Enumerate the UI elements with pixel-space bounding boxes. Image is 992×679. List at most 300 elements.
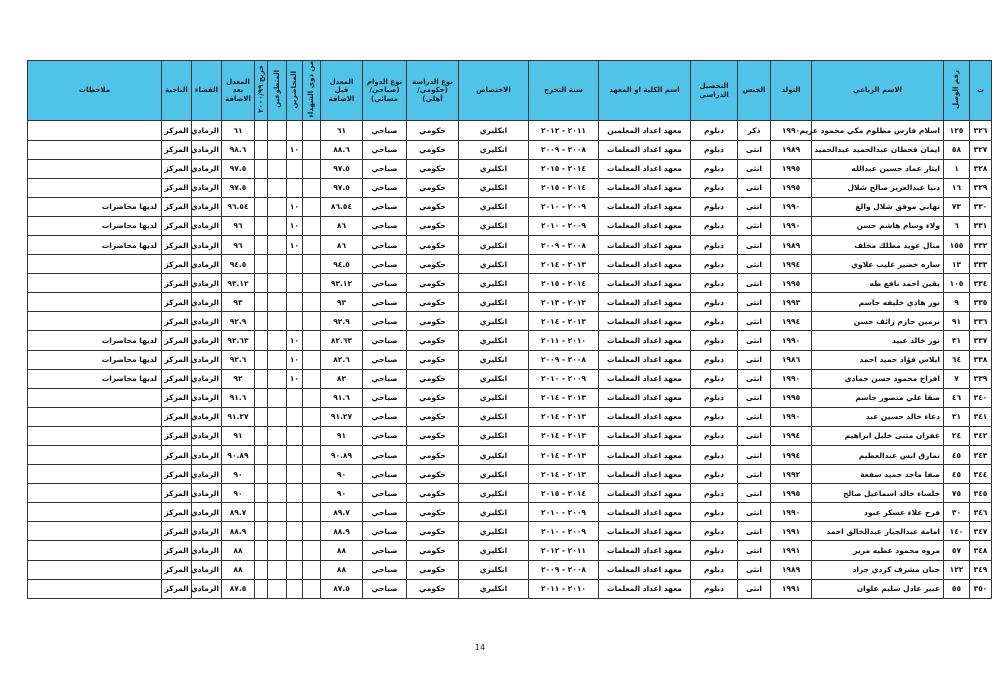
cell-district: الرمادي — [192, 369, 222, 388]
cell-seq: ٣٢٧ — [970, 140, 992, 159]
cell-grad-year: ٢٠١٣ - ٢٠١٤ — [529, 426, 599, 445]
cell-grad-year: ٢٠١٤ - ٢٠١٥ — [529, 159, 599, 178]
header-disability: من ذوي الشهداء — [303, 61, 321, 121]
cell-grad-year: ٢٠٠٩ - ٢٠١٠ — [529, 369, 599, 388]
cell-lecturers: ١٠ — [287, 197, 303, 216]
cell-shift: صباحي — [363, 388, 407, 407]
cell-degree: دبلوم — [691, 331, 738, 350]
cell-study-type: حكومي — [407, 369, 459, 388]
cell-lecturers: ١٠ — [287, 331, 303, 350]
cell-notes — [28, 541, 162, 560]
cell-seq: ٣٤١ — [970, 407, 992, 426]
cell-seq: ٣٤٩ — [970, 560, 992, 579]
cell-stat-no: ٣٠ — [944, 503, 970, 522]
cell-subdistrict: المركز — [162, 159, 192, 178]
cell-shift: صباحي — [363, 255, 407, 274]
cell-subdistrict: المركز — [162, 255, 192, 274]
cell-disability — [303, 426, 321, 445]
cell-specialty: انكليزي — [459, 293, 529, 312]
cell-notes — [28, 579, 162, 598]
cell-grad-year: ٢٠٠٨ - ٢٠٠٩ — [529, 235, 599, 254]
cell-district: الرمادي — [192, 446, 222, 465]
cell-avg-before: ٨٨ — [321, 560, 363, 579]
cell-grad-2000 — [255, 388, 268, 407]
cell-avg-before: ٦١ — [321, 121, 363, 140]
cell-disability — [303, 541, 321, 560]
cell-grad-year: ٢٠١٣ - ٢٠١٤ — [529, 446, 599, 465]
cell-study-type: حكومي — [407, 503, 459, 522]
cell-college: معهد اعداد المعلمات — [599, 541, 691, 560]
cell-birth: ١٩٨٩ — [771, 140, 812, 159]
cell-avg-after: ٩٣ — [222, 293, 255, 312]
header-shift: نوع الدوام (صباحي/ مسائي) — [363, 61, 407, 121]
cell-name: نور خالد عبيد — [812, 331, 944, 350]
cell-birth: ١٩٩٥ — [771, 274, 812, 293]
cell-disability — [303, 140, 321, 159]
cell-disability — [303, 484, 321, 503]
cell-avg-after: ٩٣.١٢ — [222, 274, 255, 293]
cell-grad-2000 — [255, 426, 268, 445]
cell-shift: صباحي — [363, 312, 407, 331]
cell-college: معهد اعداد المعلمات — [599, 579, 691, 598]
cell-volunteers — [268, 331, 287, 350]
cell-study-type: حكومي — [407, 216, 459, 235]
cell-seq: ٣٤٥ — [970, 484, 992, 503]
cell-volunteers — [268, 350, 287, 369]
cell-disability — [303, 522, 321, 541]
cell-district: الرمادي — [192, 465, 222, 484]
cell-notes — [28, 159, 162, 178]
cell-subdistrict: المركز — [162, 178, 192, 197]
table-row — [28, 159, 992, 178]
cell-birth: ١٩٩٥ — [771, 159, 812, 178]
cell-seq: ٣٣٦ — [970, 312, 992, 331]
cell-degree: دبلوم — [691, 255, 738, 274]
table-row — [28, 140, 992, 159]
cell-lecturers — [287, 178, 303, 197]
cell-college: معهد اعداد المعلمات — [599, 465, 691, 484]
table-row — [28, 541, 992, 560]
cell-notes: لديها محاضرات — [28, 216, 162, 235]
cell-seq: ٣٤٤ — [970, 465, 992, 484]
cell-grad-2000 — [255, 312, 268, 331]
cell-birth: ١٩٩١ — [771, 541, 812, 560]
cell-shift: صباحي — [363, 197, 407, 216]
header-stat-no: رقم الوصل — [944, 61, 970, 121]
cell-lecturers: ١٠ — [287, 140, 303, 159]
cell-degree: دبلوم — [691, 369, 738, 388]
cell-district: الرمادي — [192, 388, 222, 407]
cell-subdistrict: المركز — [162, 274, 192, 293]
cell-gender: انثى — [738, 522, 771, 541]
cell-notes — [28, 560, 162, 579]
cell-notes — [28, 255, 162, 274]
cell-volunteers — [268, 503, 287, 522]
cell-degree: دبلوم — [691, 541, 738, 560]
cell-grad-year: ٢٠١٤ - ٢٠١٥ — [529, 484, 599, 503]
cell-avg-after: ٩٦.٥٤ — [222, 197, 255, 216]
cell-notes — [28, 388, 162, 407]
cell-volunteers — [268, 178, 287, 197]
cell-subdistrict: المركز — [162, 331, 192, 350]
cell-grad-year: ٢٠١١ - ٢٠١٢ — [529, 121, 599, 140]
cell-district: الرمادي — [192, 503, 222, 522]
cell-volunteers — [268, 560, 287, 579]
cell-study-type: حكومي — [407, 274, 459, 293]
cell-district: الرمادي — [192, 407, 222, 426]
cell-notes — [28, 312, 162, 331]
cell-name: امامة عبدالجبار عبدالخالق احمد — [812, 522, 944, 541]
cell-degree: دبلوم — [691, 121, 738, 140]
cell-lecturers — [287, 446, 303, 465]
cell-lecturers — [287, 503, 303, 522]
cell-avg-before: ٨٦ — [321, 216, 363, 235]
cell-study-type: حكومي — [407, 541, 459, 560]
table-row — [28, 293, 992, 312]
cell-grad-2000 — [255, 293, 268, 312]
cell-district: الرمادي — [192, 541, 222, 560]
cell-grad-2000 — [255, 350, 268, 369]
table-row — [28, 331, 992, 350]
cell-grad-year: ٢٠٠٨ - ٢٠٠٩ — [529, 140, 599, 159]
cell-grad-2000 — [255, 140, 268, 159]
cell-disability — [303, 312, 321, 331]
cell-disability — [303, 407, 321, 426]
cell-disability — [303, 293, 321, 312]
cell-specialty: انكليزي — [459, 159, 529, 178]
table-row — [28, 350, 992, 369]
cell-grad-2000 — [255, 579, 268, 598]
cell-birth: ١٩٩٠ — [771, 216, 812, 235]
cell-stat-no: ٥٧ — [944, 541, 970, 560]
cell-specialty: انكليزي — [459, 484, 529, 503]
cell-study-type: حكومي — [407, 446, 459, 465]
cell-college: معهد اعداد المعلمات — [599, 522, 691, 541]
cell-lecturers — [287, 541, 303, 560]
cell-district: الرمادي — [192, 522, 222, 541]
cell-disability — [303, 503, 321, 522]
cell-subdistrict: المركز — [162, 216, 192, 235]
cell-study-type: حكومي — [407, 197, 459, 216]
cell-grad-year: ٢٠١٤ - ٢٠١٥ — [529, 274, 599, 293]
table-row — [28, 560, 992, 579]
header-volunteers: المتطوعين — [268, 61, 287, 121]
cell-name: تمارق انس عبدالعظيم — [812, 446, 944, 465]
cell-disability — [303, 121, 321, 140]
cell-subdistrict: المركز — [162, 312, 192, 331]
cell-stat-no: ٦ — [944, 216, 970, 235]
table-row — [28, 274, 992, 293]
cell-gender: انثى — [738, 274, 771, 293]
cell-shift: صباحي — [363, 178, 407, 197]
cell-stat-no: ١٥٥ — [944, 235, 970, 254]
cell-avg-after: ٩٤.٥ — [222, 255, 255, 274]
cell-college: معهد اعداد المعلمات — [599, 197, 691, 216]
table-row — [28, 407, 992, 426]
cell-seq: ٣٣٠ — [970, 197, 992, 216]
cell-seq: ٣٣١ — [970, 216, 992, 235]
cell-stat-no: ١٦ — [944, 178, 970, 197]
cell-birth: ١٩٩٤ — [771, 312, 812, 331]
cell-birth: ١٩٩٣ — [771, 293, 812, 312]
header-district: القضاء — [192, 61, 222, 121]
cell-name: ايلاس فؤاد حميد احمد — [812, 350, 944, 369]
cell-grad-2000 — [255, 235, 268, 254]
cell-name: ايمان قحطان عبدالحميد عبدالحميد — [812, 140, 944, 159]
cell-grad-2000 — [255, 369, 268, 388]
cell-gender: انثى — [738, 369, 771, 388]
cell-avg-after: ٨٨ — [222, 541, 255, 560]
cell-degree: دبلوم — [691, 465, 738, 484]
cell-notes: لديها محاضرات — [28, 197, 162, 216]
cell-birth: ١٩٩٤ — [771, 446, 812, 465]
cell-avg-after: ٩١ — [222, 426, 255, 445]
cell-district: الرمادي — [192, 579, 222, 598]
cell-volunteers — [268, 388, 287, 407]
cell-stat-no: ٤٦ — [944, 388, 970, 407]
cell-gender: انثى — [738, 178, 771, 197]
cell-volunteers — [268, 235, 287, 254]
cell-degree: دبلوم — [691, 350, 738, 369]
cell-volunteers — [268, 369, 287, 388]
header-college: اسم الكلية او المعهد — [599, 61, 691, 121]
cell-grad-2000 — [255, 484, 268, 503]
cell-specialty: انكليزي — [459, 541, 529, 560]
cell-shift: صباحي — [363, 560, 407, 579]
cell-volunteers — [268, 255, 287, 274]
cell-specialty: انكليزي — [459, 312, 529, 331]
candidates-table — [27, 60, 992, 599]
cell-lecturers: ١٠ — [287, 369, 303, 388]
header-name: الاسم الرباعي — [812, 61, 944, 121]
cell-degree: دبلوم — [691, 140, 738, 159]
cell-notes: لديها محاضرات — [28, 331, 162, 350]
header-seq: ت — [970, 61, 992, 121]
cell-shift: صباحي — [363, 522, 407, 541]
cell-avg-after: ٩٢ — [222, 369, 255, 388]
header-row — [28, 61, 992, 121]
cell-avg-before: ٩٣ — [321, 293, 363, 312]
cell-disability — [303, 216, 321, 235]
cell-specialty: انكليزي — [459, 121, 529, 140]
header-study-type: نوع الدراسة (حكومي/أهلي) — [407, 61, 459, 121]
cell-gender: انثى — [738, 255, 771, 274]
cell-district: الرمادي — [192, 312, 222, 331]
cell-lecturers: ١٠ — [287, 235, 303, 254]
cell-avg-after: ٩٢.٩ — [222, 312, 255, 331]
cell-name: تهاني موفق شلال والغ — [812, 197, 944, 216]
table-row — [28, 426, 992, 445]
cell-college: معهد اعداد المعلمات — [599, 235, 691, 254]
cell-volunteers — [268, 579, 287, 598]
cell-avg-after: ٩٠.٨٩ — [222, 446, 255, 465]
cell-avg-after: ٦١ — [222, 121, 255, 140]
cell-notes — [28, 274, 162, 293]
cell-grad-2000 — [255, 465, 268, 484]
cell-study-type: حكومي — [407, 579, 459, 598]
cell-specialty: انكليزي — [459, 331, 529, 350]
cell-district: الرمادي — [192, 197, 222, 216]
cell-degree: دبلوم — [691, 216, 738, 235]
cell-lecturers — [287, 388, 303, 407]
cell-seq: ٣٣٩ — [970, 369, 992, 388]
cell-shift: صباحي — [363, 350, 407, 369]
table-row — [28, 388, 992, 407]
cell-notes: لديها محاضرات — [28, 235, 162, 254]
cell-district: الرمادي — [192, 426, 222, 445]
cell-grad-year: ٢٠١٣ - ٢٠١٤ — [529, 407, 599, 426]
cell-subdistrict: المركز — [162, 560, 192, 579]
cell-seq: ٣٢٩ — [970, 178, 992, 197]
cell-notes — [28, 293, 162, 312]
cell-avg-after: ٩١.٦ — [222, 388, 255, 407]
cell-notes — [28, 178, 162, 197]
cell-specialty: انكليزي — [459, 426, 529, 445]
cell-shift: صباحي — [363, 235, 407, 254]
cell-grad-2000 — [255, 178, 268, 197]
cell-avg-before: ٨٨.٦ — [321, 140, 363, 159]
header-avg-before: المعدل قبل الاضافة — [321, 61, 363, 121]
cell-college: معهد اعداد المعلمات — [599, 140, 691, 159]
cell-name: مروه محمود عطيه مرير — [812, 541, 944, 560]
cell-lecturers — [287, 407, 303, 426]
cell-volunteers — [268, 159, 287, 178]
cell-subdistrict: المركز — [162, 446, 192, 465]
cell-gender: انثى — [738, 579, 771, 598]
cell-avg-after: ٩٠ — [222, 484, 255, 503]
cell-stat-no: ١٣ — [944, 255, 970, 274]
cell-volunteers — [268, 274, 287, 293]
cell-disability — [303, 465, 321, 484]
cell-college: معهد اعداد المعلمين — [599, 121, 691, 140]
cell-name: ساره خضير غليب علاوي — [812, 255, 944, 274]
cell-seq: ٣٣٣ — [970, 255, 992, 274]
cell-degree: دبلوم — [691, 312, 738, 331]
cell-subdistrict: المركز — [162, 407, 192, 426]
cell-stat-no: ١٠٥ — [944, 274, 970, 293]
cell-name: ولاء وسام هاشم حسن — [812, 216, 944, 235]
cell-subdistrict: المركز — [162, 235, 192, 254]
cell-name: صفا علي متصور جاسم — [812, 388, 944, 407]
cell-avg-before: ٩٧.٥ — [321, 178, 363, 197]
cell-study-type: حكومي — [407, 388, 459, 407]
table-row — [28, 235, 992, 254]
cell-study-type: حكومي — [407, 484, 459, 503]
cell-subdistrict: المركز — [162, 426, 192, 445]
table-row — [28, 121, 992, 140]
table-row — [28, 579, 992, 598]
cell-specialty: انكليزي — [459, 178, 529, 197]
cell-avg-before: ٩٠ — [321, 465, 363, 484]
table-row — [28, 446, 992, 465]
cell-birth: ١٩٩٠ — [771, 407, 812, 426]
cell-college: معهد اعداد المعلمات — [599, 369, 691, 388]
table-row — [28, 312, 992, 331]
cell-name: نور هادي خليفه جاسم — [812, 293, 944, 312]
cell-gender: انثى — [738, 350, 771, 369]
cell-gender: انثى — [738, 388, 771, 407]
cell-seq: ٣٣٥ — [970, 293, 992, 312]
cell-avg-before: ٩٠.٨٩ — [321, 446, 363, 465]
cell-grad-year: ٢٠٠٩ - ٢٠١٠ — [529, 216, 599, 235]
cell-name: اسلام فارس مظلوم مكي محمود عريم — [812, 121, 944, 140]
cell-subdistrict: المركز — [162, 579, 192, 598]
cell-seq: ٣٤٣ — [970, 446, 992, 465]
cell-name: غفران مثنى خليل ابراهيم — [812, 426, 944, 445]
cell-specialty: انكليزي — [459, 216, 529, 235]
cell-grad-2000 — [255, 331, 268, 350]
cell-shift: صباحي — [363, 216, 407, 235]
cell-disability — [303, 369, 321, 388]
cell-stat-no: ٧ — [944, 369, 970, 388]
cell-birth: ١٩٩٤ — [771, 426, 812, 445]
cell-college: معهد اعداد المعلمات — [599, 350, 691, 369]
cell-gender: انثى — [738, 293, 771, 312]
cell-notes — [28, 121, 162, 140]
cell-lecturers — [287, 579, 303, 598]
cell-avg-after: ٩٢.٦ — [222, 350, 255, 369]
cell-shift: صباحي — [363, 446, 407, 465]
cell-gender: انثى — [738, 331, 771, 350]
cell-gender: انثى — [738, 140, 771, 159]
cell-avg-before: ٨٨.٩ — [321, 522, 363, 541]
cell-stat-no: ٧٣ — [944, 197, 970, 216]
cell-degree: دبلوم — [691, 388, 738, 407]
cell-birth: ١٩٨٦ — [771, 350, 812, 369]
cell-district: الرمادي — [192, 293, 222, 312]
cell-gender: انثى — [738, 446, 771, 465]
cell-grad-year: ٢٠١٢ - ٢٠١٣ — [529, 293, 599, 312]
cell-grad-2000 — [255, 255, 268, 274]
cell-shift: صباحي — [363, 407, 407, 426]
cell-study-type: حكومي — [407, 350, 459, 369]
cell-study-type: حكومي — [407, 522, 459, 541]
cell-district: الرمادي — [192, 274, 222, 293]
cell-shift: صباحي — [363, 369, 407, 388]
cell-disability — [303, 388, 321, 407]
cell-name: افراح محمود حسن حمادي — [812, 369, 944, 388]
cell-avg-before: ٩١ — [321, 426, 363, 445]
cell-seq: ٣٤٢ — [970, 426, 992, 445]
cell-notes — [28, 140, 162, 159]
cell-grad-2000 — [255, 560, 268, 579]
cell-birth: ١٩٩١ — [771, 579, 812, 598]
cell-avg-after: ٩٧.٥ — [222, 178, 255, 197]
cell-subdistrict: المركز — [162, 369, 192, 388]
cell-volunteers — [268, 541, 287, 560]
cell-avg-before: ٩٧.٥ — [321, 159, 363, 178]
cell-avg-before: ٨٨ — [321, 541, 363, 560]
cell-seq: ٣٤٧ — [970, 522, 992, 541]
cell-degree: دبلوم — [691, 579, 738, 598]
cell-lecturers: ١٠ — [287, 350, 303, 369]
cell-grad-year: ٢٠١٣ - ٢٠١٤ — [529, 312, 599, 331]
cell-volunteers — [268, 293, 287, 312]
cell-grad-year: ٢٠٠٩ - ٢٠١٠ — [529, 522, 599, 541]
cell-degree: دبلوم — [691, 484, 738, 503]
table-row — [28, 178, 992, 197]
cell-district: الرمادي — [192, 350, 222, 369]
cell-gender: انثى — [738, 216, 771, 235]
cell-volunteers — [268, 140, 287, 159]
table-row — [28, 465, 992, 484]
cell-degree: دبلوم — [691, 235, 738, 254]
cell-lecturers — [287, 121, 303, 140]
cell-subdistrict: المركز — [162, 140, 192, 159]
cell-disability — [303, 255, 321, 274]
cell-name: جنان مشرف كردي جراد — [812, 560, 944, 579]
cell-grad-year: ٢٠٠٩ - ٢٠١٠ — [529, 503, 599, 522]
